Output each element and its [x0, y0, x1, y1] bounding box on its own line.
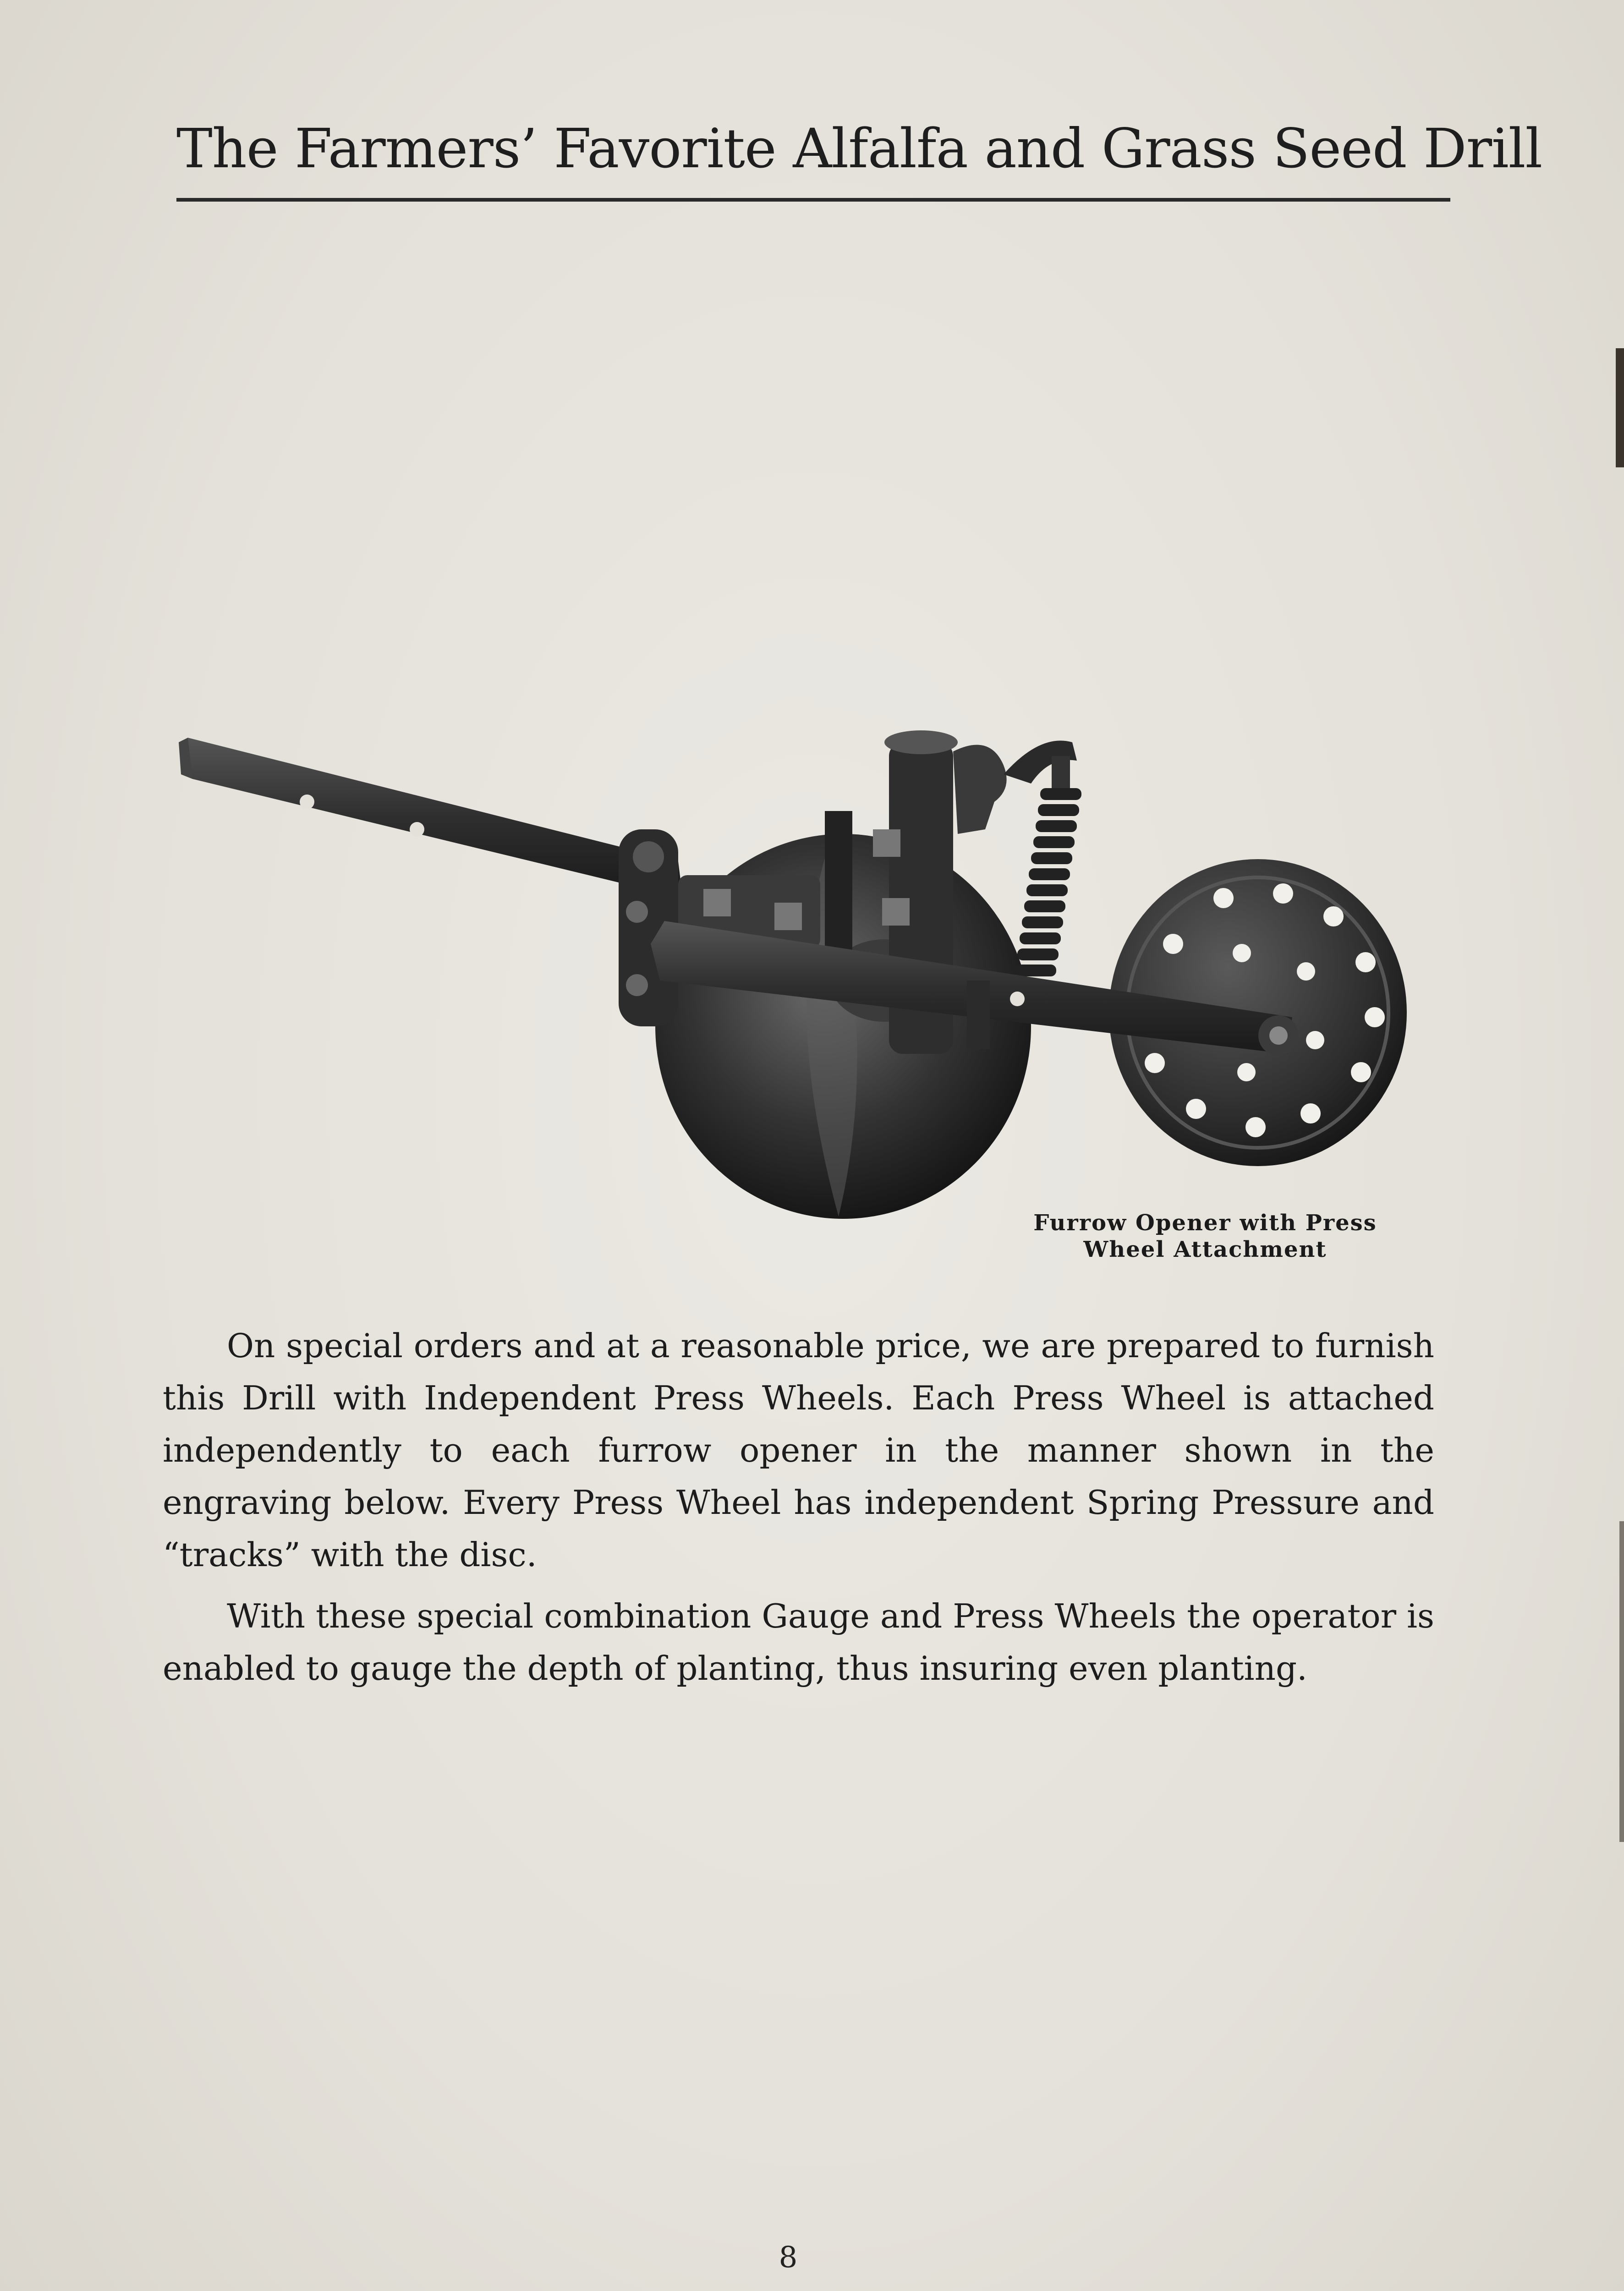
pressure-spring: [1004, 740, 1081, 976]
furrow-opener-engraving: [179, 724, 1425, 1219]
page-header-title: The Farmers’ Favorite Alfalfa and Grass Seed Drill: [176, 117, 1542, 180]
binding-edge-mark: [1616, 348, 1624, 467]
caption-line-2: Wheel Attachment: [1083, 1237, 1327, 1262]
paragraph: On special orders and at a reasonable price, we are prepared to furnish this Drill with Independent Press Wheels. Each Press Wheel is attached independently to each furrow opener in the manner shown in the engraving below. Every Press Wheel has independent Spring Pressure and “tracks” with the disc.: [163, 1326, 1434, 1574]
body-text: [163, 1320, 1434, 1704]
paragraph: With these special combination Gauge and Press Wheels the operator is enabled to gauge the depth of planting, thus insuring even planting.: [163, 1597, 1434, 1688]
page-number: 8: [779, 2241, 798, 2275]
drag-bar: [179, 738, 683, 898]
illustration-caption: [999, 1210, 1411, 1263]
binding-edge-mark: [1619, 1521, 1624, 1842]
header-rule: [176, 198, 1450, 202]
caption-line-1: Furrow Opener with Press: [1033, 1210, 1377, 1236]
